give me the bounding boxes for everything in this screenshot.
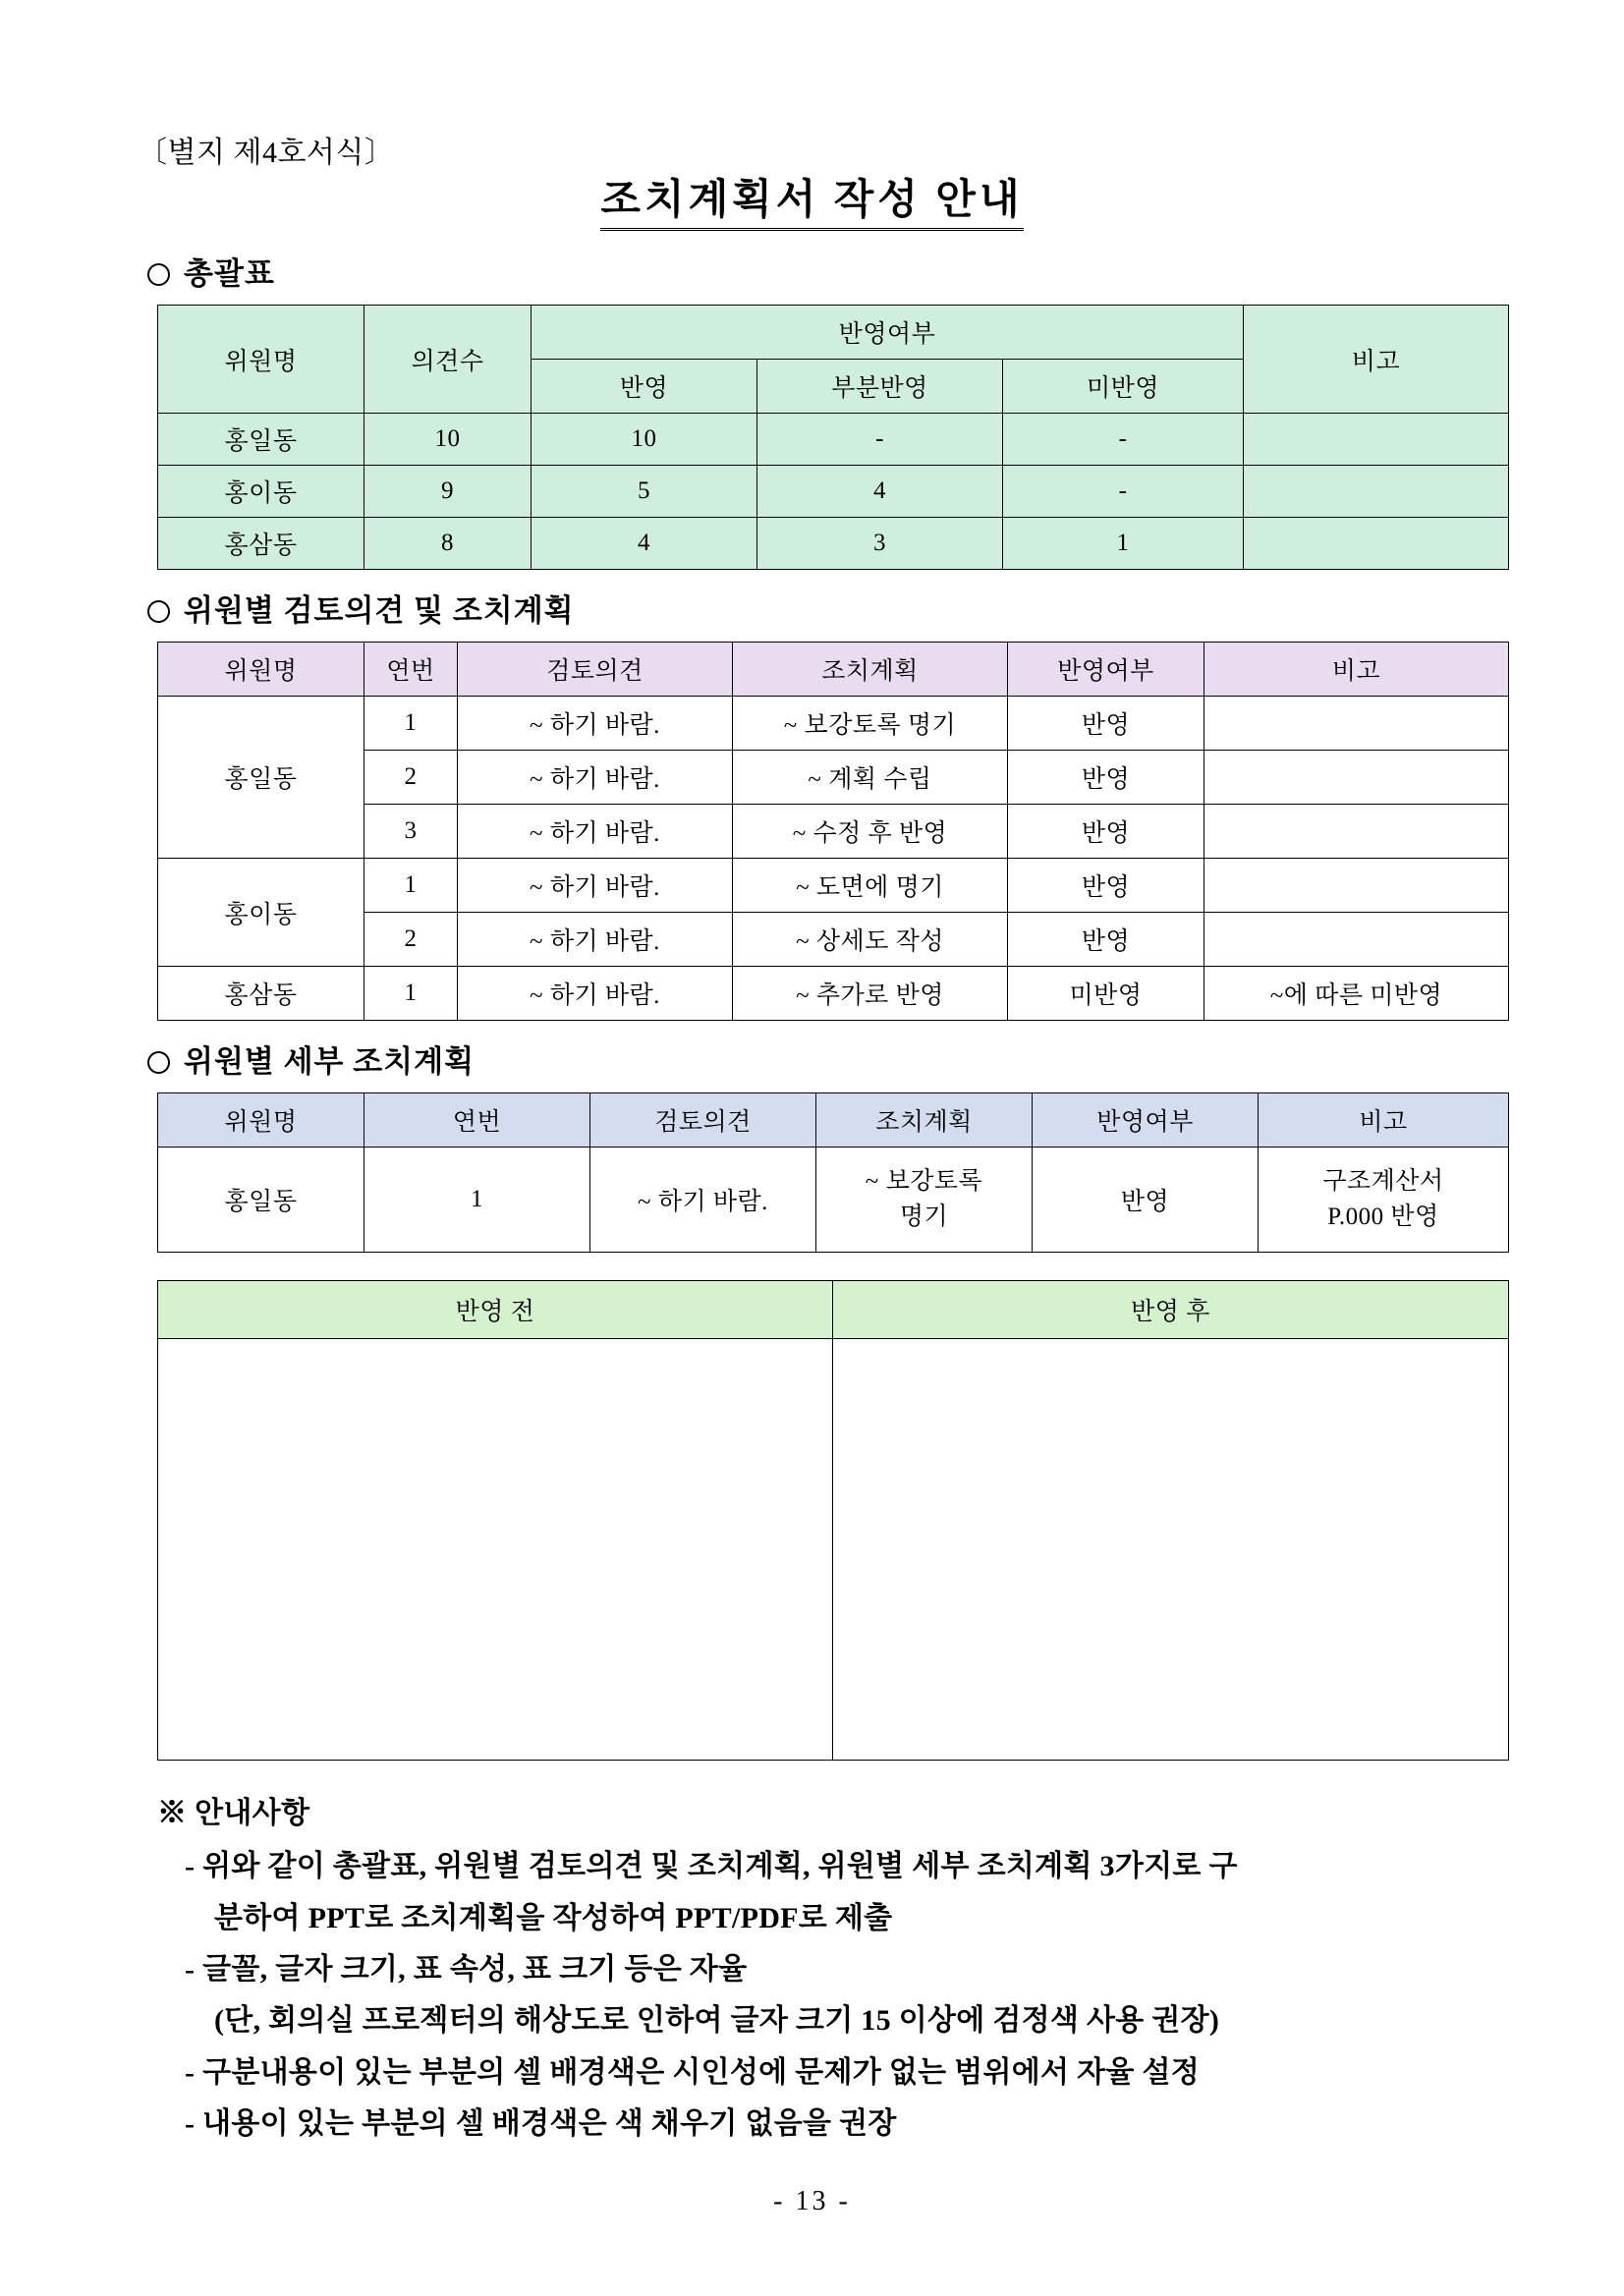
detail-table-header-row	[158, 1093, 1509, 1148]
table-row	[158, 697, 1509, 751]
cell-remarks	[1244, 518, 1509, 570]
cell-seq: 1	[364, 859, 458, 913]
note-item: - 내용이 있는 부분의 셀 배경색은 색 채우기 없음을 권장	[185, 2107, 897, 2141]
cell-committee: 홍삼동	[158, 967, 364, 1021]
th-seq: 연번	[364, 1093, 590, 1148]
th-not-reflected: 미반영	[1003, 360, 1244, 414]
cell-reflected: 10	[532, 414, 757, 466]
cell-partial: 3	[757, 518, 1003, 570]
cell-reflection: 반영	[1008, 697, 1204, 751]
circle-bullet-icon	[147, 263, 170, 286]
cell-remarks-line1: 구조계산서	[1322, 1168, 1444, 1196]
cell-remarks	[1204, 751, 1509, 805]
th-reflection-group: 반영여부	[532, 306, 1244, 360]
cell-action-plan: ~ 추가로 반영	[733, 967, 1008, 1021]
th-action-plan: 조치계획	[816, 1093, 1033, 1148]
th-partial: 부분반영	[757, 360, 1003, 414]
summary-table-header-row-1	[158, 306, 1509, 360]
cell-action-plan	[816, 1148, 1033, 1253]
th-review-opinion: 검토의견	[590, 1093, 816, 1148]
cell-seq: 3	[364, 805, 458, 859]
cell-reflection: 반영	[1008, 859, 1204, 913]
circle-bullet-icon	[147, 1051, 170, 1074]
cell-action-plan: ~ 도면에 명기	[733, 859, 1008, 913]
table-row	[158, 1148, 1509, 1253]
cell-committee: 홍일동	[158, 697, 364, 859]
review-table-header-row	[158, 643, 1509, 697]
cell-review-opinion: ~ 하기 바람.	[458, 913, 733, 967]
cell-opinion-count: 10	[364, 414, 532, 466]
cell-reflection: 반영	[1008, 751, 1204, 805]
summary-table	[157, 305, 1509, 570]
section2-heading-label: 위원별 검토의견 및 조치계획	[184, 593, 575, 629]
cell-remarks-line2: P.000 반영	[1327, 1204, 1439, 1231]
cell-review-opinion: ~ 하기 바람.	[458, 697, 733, 751]
cell-committee: 홍일동	[158, 1148, 364, 1253]
table-row	[158, 518, 1509, 570]
cell-reflection: 반영	[1008, 805, 1204, 859]
cell-remarks	[1259, 1148, 1509, 1253]
before-after-header-row	[158, 1281, 1509, 1339]
th-reflection: 반영여부	[1033, 1093, 1259, 1148]
cell-remarks	[1204, 859, 1509, 913]
notes-section	[157, 1788, 1486, 2146]
cell-opinion-count: 9	[364, 466, 532, 518]
cell-after-content	[833, 1339, 1509, 1761]
cell-remarks	[1244, 414, 1509, 466]
cell-reflection: 반영	[1008, 913, 1204, 967]
th-remarks: 비고	[1204, 643, 1509, 697]
cell-committee: 홍이동	[158, 859, 364, 967]
circle-bullet-icon	[147, 600, 170, 623]
note-item: - 글꼴, 글자 크기, 표 속성, 표 크기 등은 자율	[185, 1953, 748, 1987]
section-heading-review-opinions	[147, 586, 1486, 630]
cell-remarks: ~에 따른 미반영	[1204, 967, 1509, 1021]
cell-seq: 1	[364, 1148, 590, 1253]
table-row	[158, 859, 1509, 913]
th-after: 반영 후	[833, 1281, 1509, 1339]
th-committee: 위원명	[158, 1093, 364, 1148]
document-title-wrap	[138, 177, 1486, 231]
th-review-opinion: 검토의견	[458, 643, 733, 697]
cell-partial: 4	[757, 466, 1003, 518]
note-item: (단, 회의실 프로젝터의 해상도로 인하여 글자 크기 15 이상에 검정색 사용 권장)	[214, 2004, 1220, 2038]
cell-not-reflected: -	[1003, 466, 1244, 518]
cell-partial: -	[757, 414, 1003, 466]
cell-reflection: 반영	[1033, 1148, 1259, 1253]
page-title: 조치계획서 작성 안내	[600, 177, 1023, 231]
cell-action-plan-line2: 명기	[899, 1204, 949, 1231]
section-heading-summary	[147, 249, 1486, 293]
th-seq: 연번	[364, 643, 458, 697]
cell-committee: 홍일동	[158, 414, 364, 466]
cell-remarks	[1204, 805, 1509, 859]
cell-action-plan: ~ 수정 후 반영	[733, 805, 1008, 859]
th-remarks: 비고	[1244, 306, 1509, 414]
cell-action-plan-line1: ~ 보강토록	[865, 1168, 983, 1196]
cell-reflected: 4	[532, 518, 757, 570]
before-after-table	[157, 1280, 1509, 1761]
review-opinion-table	[157, 642, 1509, 1021]
section-heading-detailed-plan	[147, 1036, 1486, 1081]
cell-committee: 홍삼동	[158, 518, 364, 570]
cell-action-plan: ~ 보강토록 명기	[733, 697, 1008, 751]
table-row	[158, 1339, 1509, 1761]
cell-not-reflected: 1	[1003, 518, 1244, 570]
table-row	[158, 414, 1509, 466]
cell-action-plan: ~ 계획 수립	[733, 751, 1008, 805]
form-number: 〔별지 제4호서식〕	[138, 137, 395, 169]
th-action-plan: 조치계획	[733, 643, 1008, 697]
note-item: - 위와 같이 총괄표, 위원별 검토의견 및 조치계획, 위원별 세부 조치계획 3가지로 구	[185, 1850, 1238, 1883]
cell-remarks	[1204, 697, 1509, 751]
table-row	[158, 466, 1509, 518]
note-item: 분하여 PPT로 조치계획을 작성하여 PPT/PDF로 제출	[214, 1901, 893, 1934]
cell-before-content	[158, 1339, 833, 1761]
cell-opinion-count: 8	[364, 518, 532, 570]
cell-review-opinion: ~ 하기 바람.	[458, 967, 733, 1021]
th-opinion-count: 의견수	[364, 306, 532, 414]
cell-reflection: 미반영	[1008, 967, 1204, 1021]
table-row	[158, 967, 1509, 1021]
th-remarks: 비고	[1259, 1093, 1509, 1148]
cell-reflected: 5	[532, 466, 757, 518]
cell-review-opinion: ~ 하기 바람.	[458, 805, 733, 859]
cell-review-opinion: ~ 하기 바람.	[458, 859, 733, 913]
detailed-plan-table	[157, 1092, 1509, 1253]
th-reflection: 반영여부	[1008, 643, 1204, 697]
cell-review-opinion: ~ 하기 바람.	[590, 1148, 816, 1253]
cell-remarks	[1244, 466, 1509, 518]
th-reflected: 반영	[532, 360, 757, 414]
notes-title: ※ 안내사항	[157, 1797, 310, 1830]
cell-review-opinion: ~ 하기 바람.	[458, 751, 733, 805]
section3-heading-label: 위원별 세부 조치계획	[184, 1044, 476, 1080]
cell-seq: 1	[364, 967, 458, 1021]
cell-seq: 1	[364, 697, 458, 751]
cell-not-reflected: -	[1003, 414, 1244, 466]
th-committee: 위원명	[158, 643, 364, 697]
section1-heading-label: 총괄표	[184, 256, 275, 292]
th-before: 반영 전	[158, 1281, 833, 1339]
cell-seq: 2	[364, 913, 458, 967]
page-number: - 13 -	[773, 2186, 851, 2216]
note-item: - 구분내용이 있는 부분의 셀 배경색은 시인성에 문제가 없는 범위에서 자율 설정	[185, 2055, 1201, 2089]
th-committee: 위원명	[158, 306, 364, 414]
cell-action-plan: ~ 상세도 작성	[733, 913, 1008, 967]
cell-remarks	[1204, 913, 1509, 967]
cell-committee: 홍이동	[158, 466, 364, 518]
cell-seq: 2	[364, 751, 458, 805]
